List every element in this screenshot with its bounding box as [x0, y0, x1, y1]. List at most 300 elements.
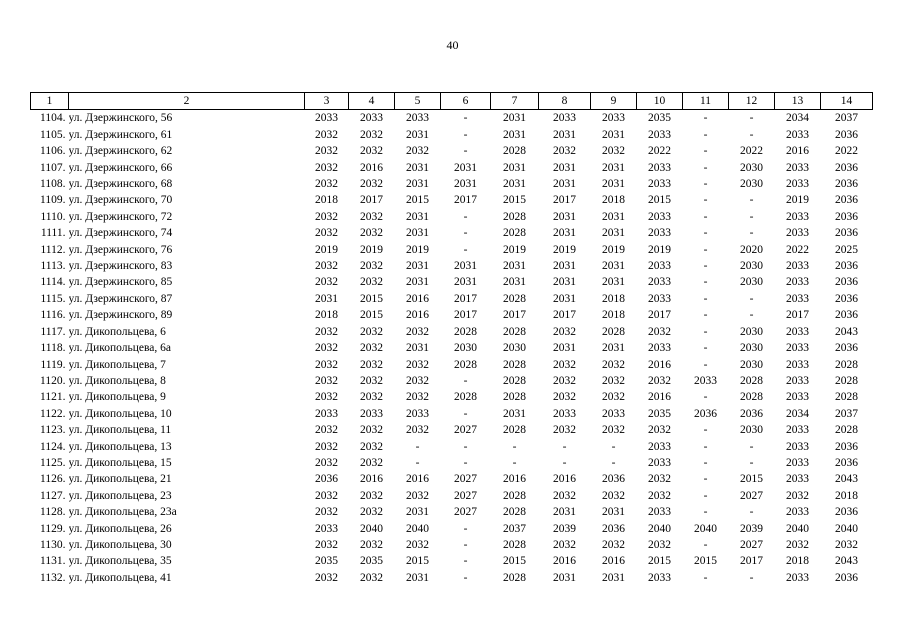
- year-cell: -: [463, 522, 468, 535]
- year-cell: 2036: [835, 260, 858, 273]
- column-header-2: 2: [69, 93, 305, 110]
- year-cell: 2028: [503, 424, 526, 437]
- year-cell: 2028: [835, 358, 858, 371]
- table-row: [31, 209, 873, 225]
- year-cell: 2033: [602, 407, 625, 420]
- year-cell: 2015: [406, 555, 429, 568]
- year-cell: 2032: [360, 276, 383, 289]
- year-cell: 2031: [406, 506, 429, 519]
- year-cell: -: [703, 440, 708, 453]
- year-cell: 2037: [835, 112, 858, 125]
- year-cell: 2035: [360, 555, 383, 568]
- year-cell: -: [703, 292, 708, 305]
- year-cell: 2032: [360, 358, 383, 371]
- year-cell: 2027: [454, 506, 477, 519]
- year-cell: 2030: [740, 424, 763, 437]
- year-cell: 2025: [835, 243, 858, 256]
- year-cell: 2027: [454, 489, 477, 502]
- row-number: 1123.: [40, 424, 66, 437]
- row-number: 1127.: [40, 489, 66, 502]
- year-cell: -: [611, 440, 616, 453]
- address-cell: ул. Дикопольцева, 8: [68, 374, 166, 387]
- row-number: 1110.: [40, 210, 66, 223]
- row-number: 1117.: [40, 325, 66, 338]
- year-cell: -: [703, 489, 708, 502]
- year-cell: 2017: [553, 309, 576, 322]
- year-cell: 2032: [553, 325, 576, 338]
- year-cell: 2031: [553, 161, 576, 174]
- row-number: 1119.: [40, 358, 66, 371]
- year-cell: 2018: [602, 194, 625, 207]
- year-cell: 2037: [503, 522, 526, 535]
- column-header-1: 1: [31, 93, 69, 110]
- table-row: [31, 357, 873, 373]
- address-cell: ул. Дзержинского, 83: [68, 260, 173, 273]
- year-cell: 2033: [786, 260, 809, 273]
- year-cell: 2033: [602, 112, 625, 125]
- address-cell: ул. Дикопольцева, 21: [68, 473, 172, 486]
- year-cell: 2032: [360, 456, 383, 469]
- row-number: 1109.: [40, 194, 66, 207]
- year-cell: -: [703, 325, 708, 338]
- year-cell: -: [749, 571, 754, 584]
- year-cell: 2033: [315, 407, 338, 420]
- year-cell: -: [463, 145, 468, 158]
- year-cell: 2031: [553, 342, 576, 355]
- year-cell: -: [463, 555, 468, 568]
- year-cell: 2031: [406, 178, 429, 191]
- year-cell: 2015: [648, 555, 671, 568]
- year-cell: 2040: [786, 522, 809, 535]
- year-cell: 2031: [503, 276, 526, 289]
- year-cell: 2031: [553, 227, 576, 240]
- table-row: [31, 291, 873, 307]
- address-cell: ул. Дикопольцева, 35: [68, 555, 172, 568]
- year-cell: 2040: [694, 522, 717, 535]
- year-cell: 2032: [360, 342, 383, 355]
- year-cell: 2028: [503, 489, 526, 502]
- year-cell: 2015: [503, 194, 526, 207]
- year-cell: 2032: [406, 538, 429, 551]
- year-cell: 2033: [648, 571, 671, 584]
- year-cell: -: [463, 456, 468, 469]
- year-cell: 2033: [786, 506, 809, 519]
- year-cell: 2036: [835, 456, 858, 469]
- schedule-table: [30, 92, 873, 586]
- year-cell: 2033: [315, 522, 338, 535]
- address-cell: ул. Дзержинского, 85: [68, 276, 173, 289]
- year-cell: 2028: [835, 391, 858, 404]
- year-cell: 2032: [648, 374, 671, 387]
- year-cell: 2016: [786, 145, 809, 158]
- year-cell: 2034: [786, 112, 809, 125]
- year-cell: 2018: [602, 309, 625, 322]
- year-cell: 2030: [740, 260, 763, 273]
- row-number: 1131.: [40, 555, 66, 568]
- year-cell: 2033: [786, 210, 809, 223]
- year-cell: 2016: [602, 555, 625, 568]
- year-cell: 2036: [835, 506, 858, 519]
- year-cell: 2032: [553, 538, 576, 551]
- year-cell: 2016: [406, 473, 429, 486]
- year-cell: 2028: [503, 292, 526, 305]
- year-cell: 2032: [553, 358, 576, 371]
- year-cell: 2031: [553, 178, 576, 191]
- year-cell: 2032: [553, 424, 576, 437]
- table-row: [31, 406, 873, 422]
- address-cell: ул. Дзержинского, 56: [68, 112, 173, 125]
- year-cell: 2033: [648, 227, 671, 240]
- year-cell: -: [703, 506, 708, 519]
- year-cell: 2018: [315, 309, 338, 322]
- year-cell: 2040: [648, 522, 671, 535]
- year-cell: 2036: [835, 292, 858, 305]
- year-cell: 2032: [360, 440, 383, 453]
- year-cell: 2032: [553, 391, 576, 404]
- year-cell: 2031: [454, 178, 477, 191]
- year-cell: 2020: [740, 243, 763, 256]
- year-cell: 2032: [406, 424, 429, 437]
- year-cell: 2037: [835, 407, 858, 420]
- year-cell: 2015: [503, 555, 526, 568]
- year-cell: 2032: [648, 489, 671, 502]
- address-cell: ул. Дикопольцева, 30: [68, 538, 172, 551]
- year-cell: 2015: [740, 473, 763, 486]
- year-cell: 2016: [553, 473, 576, 486]
- year-cell: 2027: [454, 424, 477, 437]
- year-cell: 2033: [648, 161, 671, 174]
- year-cell: 2031: [503, 178, 526, 191]
- year-cell: 2032: [406, 374, 429, 387]
- year-cell: 2031: [503, 128, 526, 141]
- year-cell: 2018: [602, 292, 625, 305]
- year-cell: 2036: [602, 522, 625, 535]
- year-cell: 2032: [360, 227, 383, 240]
- year-cell: 2032: [648, 325, 671, 338]
- year-cell: 2033: [786, 358, 809, 371]
- year-cell: 2032: [602, 374, 625, 387]
- year-cell: 2033: [648, 260, 671, 273]
- row-number: 1132.: [40, 571, 66, 584]
- year-cell: 2028: [503, 227, 526, 240]
- year-cell: 2017: [740, 555, 763, 568]
- year-cell: -: [703, 276, 708, 289]
- year-cell: 2031: [454, 260, 477, 273]
- year-cell: 2031: [553, 276, 576, 289]
- year-cell: 2035: [648, 112, 671, 125]
- address-cell: ул. Дзержинского, 72: [68, 210, 173, 223]
- year-cell: 2031: [553, 210, 576, 223]
- row-number: 1120.: [40, 374, 66, 387]
- page-number: 40: [446, 38, 459, 52]
- row-number: 1116.: [40, 309, 66, 322]
- year-cell: 2043: [835, 325, 858, 338]
- year-cell: 2036: [694, 407, 717, 420]
- year-cell: 2036: [740, 407, 763, 420]
- table-row: [31, 537, 873, 553]
- table-row: [31, 471, 873, 487]
- year-cell: -: [512, 456, 517, 469]
- year-cell: 2018: [786, 555, 809, 568]
- table-row: [31, 422, 873, 438]
- year-cell: 2032: [648, 473, 671, 486]
- table-row: [31, 192, 873, 208]
- year-cell: 2033: [553, 112, 576, 125]
- year-cell: -: [703, 260, 708, 273]
- year-cell: 2016: [553, 555, 576, 568]
- table-row: [31, 570, 873, 586]
- year-cell: 2030: [740, 325, 763, 338]
- year-cell: 2036: [835, 128, 858, 141]
- year-cell: 2031: [553, 260, 576, 273]
- year-cell: -: [703, 571, 708, 584]
- year-cell: 2032: [360, 489, 383, 502]
- year-cell: 2028: [835, 424, 858, 437]
- year-cell: 2031: [602, 210, 625, 223]
- year-cell: 2032: [315, 358, 338, 371]
- year-cell: -: [703, 243, 708, 256]
- address-cell: ул. Дикопольцева, 26: [68, 522, 172, 535]
- year-cell: -: [703, 538, 708, 551]
- year-cell: -: [703, 424, 708, 437]
- column-header-12: 12: [729, 93, 775, 110]
- year-cell: 2016: [503, 473, 526, 486]
- row-number: 1128.: [40, 506, 66, 519]
- year-cell: 2036: [835, 210, 858, 223]
- address-cell: ул. Дзержинского, 89: [68, 309, 173, 322]
- year-cell: 2017: [786, 309, 809, 322]
- year-cell: 2040: [406, 522, 429, 535]
- year-cell: 2015: [648, 194, 671, 207]
- year-cell: 2035: [315, 555, 338, 568]
- year-cell: 2031: [602, 260, 625, 273]
- address-cell: ул. Дзержинского, 70: [68, 194, 173, 207]
- address-cell: ул. Дикопольцева, 41: [68, 571, 172, 584]
- table-header-row: [31, 93, 873, 110]
- year-cell: 2031: [315, 292, 338, 305]
- year-cell: 2036: [835, 178, 858, 191]
- year-cell: -: [415, 440, 420, 453]
- year-cell: 2031: [503, 161, 526, 174]
- row-number: 1105.: [40, 128, 66, 141]
- year-cell: -: [562, 440, 567, 453]
- address-cell: ул. Дзержинского, 74: [68, 227, 173, 240]
- year-cell: 2028: [503, 506, 526, 519]
- year-cell: 2033: [648, 342, 671, 355]
- address-cell: ул. Дикопольцева, 6а: [68, 342, 171, 355]
- year-cell: -: [611, 456, 616, 469]
- row-number: 1118.: [40, 342, 66, 355]
- year-cell: 2033: [786, 178, 809, 191]
- year-cell: 2031: [406, 276, 429, 289]
- year-cell: -: [703, 161, 708, 174]
- year-cell: 2019: [503, 243, 526, 256]
- year-cell: 2033: [406, 407, 429, 420]
- row-number: 1124.: [40, 440, 66, 453]
- year-cell: -: [749, 440, 754, 453]
- year-cell: -: [463, 440, 468, 453]
- year-cell: 2031: [602, 178, 625, 191]
- table-row: [31, 307, 873, 323]
- column-header-8: 8: [539, 93, 591, 110]
- table-row: [31, 389, 873, 405]
- row-number: 1114.: [40, 276, 66, 289]
- year-cell: -: [512, 440, 517, 453]
- year-cell: 2017: [648, 309, 671, 322]
- year-cell: 2017: [454, 292, 477, 305]
- year-cell: 2033: [648, 440, 671, 453]
- year-cell: -: [703, 309, 708, 322]
- year-cell: -: [463, 243, 468, 256]
- year-cell: 2016: [648, 391, 671, 404]
- year-cell: 2035: [648, 407, 671, 420]
- year-cell: 2022: [740, 145, 763, 158]
- year-cell: 2032: [315, 178, 338, 191]
- year-cell: 2033: [786, 227, 809, 240]
- year-cell: 2032: [315, 276, 338, 289]
- column-header-9: 9: [591, 93, 637, 110]
- row-number: 1115.: [40, 292, 66, 305]
- year-cell: 2030: [740, 342, 763, 355]
- address-cell: ул. Дикопольцева, 23а: [68, 506, 177, 519]
- year-cell: 2015: [694, 555, 717, 568]
- row-number: 1104.: [40, 112, 66, 125]
- year-cell: 2033: [553, 407, 576, 420]
- row-number: 1126.: [40, 473, 66, 486]
- year-cell: 2032: [360, 260, 383, 273]
- year-cell: -: [463, 538, 468, 551]
- year-cell: 2018: [835, 489, 858, 502]
- year-cell: 2032: [315, 489, 338, 502]
- year-cell: 2028: [602, 325, 625, 338]
- year-cell: 2033: [786, 391, 809, 404]
- year-cell: -: [749, 112, 754, 125]
- year-cell: 2032: [553, 374, 576, 387]
- year-cell: 2031: [602, 571, 625, 584]
- table-row: [31, 521, 873, 537]
- year-cell: 2019: [315, 243, 338, 256]
- year-cell: 2017: [553, 194, 576, 207]
- year-cell: 2031: [406, 571, 429, 584]
- address-cell: ул. Дикопольцева, 23: [68, 489, 172, 502]
- year-cell: 2033: [786, 161, 809, 174]
- year-cell: -: [463, 227, 468, 240]
- year-cell: 2032: [315, 374, 338, 387]
- year-cell: 2028: [503, 391, 526, 404]
- address-cell: ул. Дикопольцева, 9: [68, 391, 166, 404]
- year-cell: 2030: [740, 276, 763, 289]
- year-cell: 2033: [648, 128, 671, 141]
- table-row: [31, 127, 873, 143]
- year-cell: 2030: [503, 342, 526, 355]
- year-cell: 2030: [740, 178, 763, 191]
- year-cell: -: [463, 374, 468, 387]
- year-cell: 2032: [406, 489, 429, 502]
- year-cell: 2019: [553, 243, 576, 256]
- year-cell: 2028: [454, 358, 477, 371]
- year-cell: 2016: [406, 292, 429, 305]
- address-cell: ул. Дикопольцева, 7: [68, 358, 166, 371]
- year-cell: 2032: [406, 358, 429, 371]
- year-cell: 2031: [553, 571, 576, 584]
- year-cell: 2033: [648, 178, 671, 191]
- year-cell: -: [703, 128, 708, 141]
- year-cell: -: [703, 227, 708, 240]
- row-number: 1108.: [40, 178, 66, 191]
- table-row: [31, 373, 873, 389]
- column-header-7: 7: [491, 93, 539, 110]
- year-cell: 2033: [786, 473, 809, 486]
- year-cell: -: [703, 145, 708, 158]
- year-cell: 2032: [406, 325, 429, 338]
- year-cell: 2036: [835, 276, 858, 289]
- year-cell: -: [749, 194, 754, 207]
- year-cell: 2032: [648, 538, 671, 551]
- address-cell: ул. Дзержинского, 62: [68, 145, 173, 158]
- year-cell: 2032: [360, 571, 383, 584]
- year-cell: 2031: [406, 260, 429, 273]
- year-cell: 2032: [360, 506, 383, 519]
- year-cell: 2019: [406, 243, 429, 256]
- year-cell: 2032: [602, 391, 625, 404]
- year-cell: 2019: [786, 194, 809, 207]
- year-cell: 2033: [360, 407, 383, 420]
- table-row: [31, 176, 873, 192]
- row-number: 1121.: [40, 391, 66, 404]
- year-cell: 2016: [360, 473, 383, 486]
- column-header-10: 10: [637, 93, 683, 110]
- year-cell: 2032: [553, 489, 576, 502]
- year-cell: 2032: [406, 391, 429, 404]
- year-cell: 2032: [602, 538, 625, 551]
- year-cell: 2040: [835, 522, 858, 535]
- year-cell: 2033: [648, 506, 671, 519]
- year-cell: 2032: [315, 571, 338, 584]
- year-cell: 2033: [648, 276, 671, 289]
- table-row: [31, 324, 873, 340]
- year-cell: 2034: [786, 407, 809, 420]
- year-cell: 2032: [315, 260, 338, 273]
- year-cell: 2032: [360, 538, 383, 551]
- year-cell: 2033: [786, 276, 809, 289]
- year-cell: 2032: [602, 358, 625, 371]
- column-header-6: 6: [441, 93, 491, 110]
- year-cell: 2016: [648, 358, 671, 371]
- year-cell: 2032: [360, 178, 383, 191]
- year-cell: 2028: [503, 358, 526, 371]
- year-cell: 2027: [740, 538, 763, 551]
- year-cell: 2033: [648, 456, 671, 469]
- year-cell: 2031: [602, 506, 625, 519]
- row-number: 1130.: [40, 538, 66, 551]
- table-row: [31, 143, 873, 159]
- year-cell: 2028: [503, 538, 526, 551]
- year-cell: -: [749, 128, 754, 141]
- year-cell: -: [703, 473, 708, 486]
- year-cell: -: [703, 342, 708, 355]
- year-cell: 2031: [454, 161, 477, 174]
- year-cell: 2028: [740, 391, 763, 404]
- year-cell: 2033: [786, 342, 809, 355]
- column-header-13: 13: [775, 93, 821, 110]
- year-cell: 2031: [602, 227, 625, 240]
- row-number: 1106.: [40, 145, 66, 158]
- year-cell: 2031: [406, 227, 429, 240]
- year-cell: -: [463, 571, 468, 584]
- year-cell: 2032: [315, 538, 338, 551]
- year-cell: 2033: [406, 112, 429, 125]
- year-cell: 2032: [360, 374, 383, 387]
